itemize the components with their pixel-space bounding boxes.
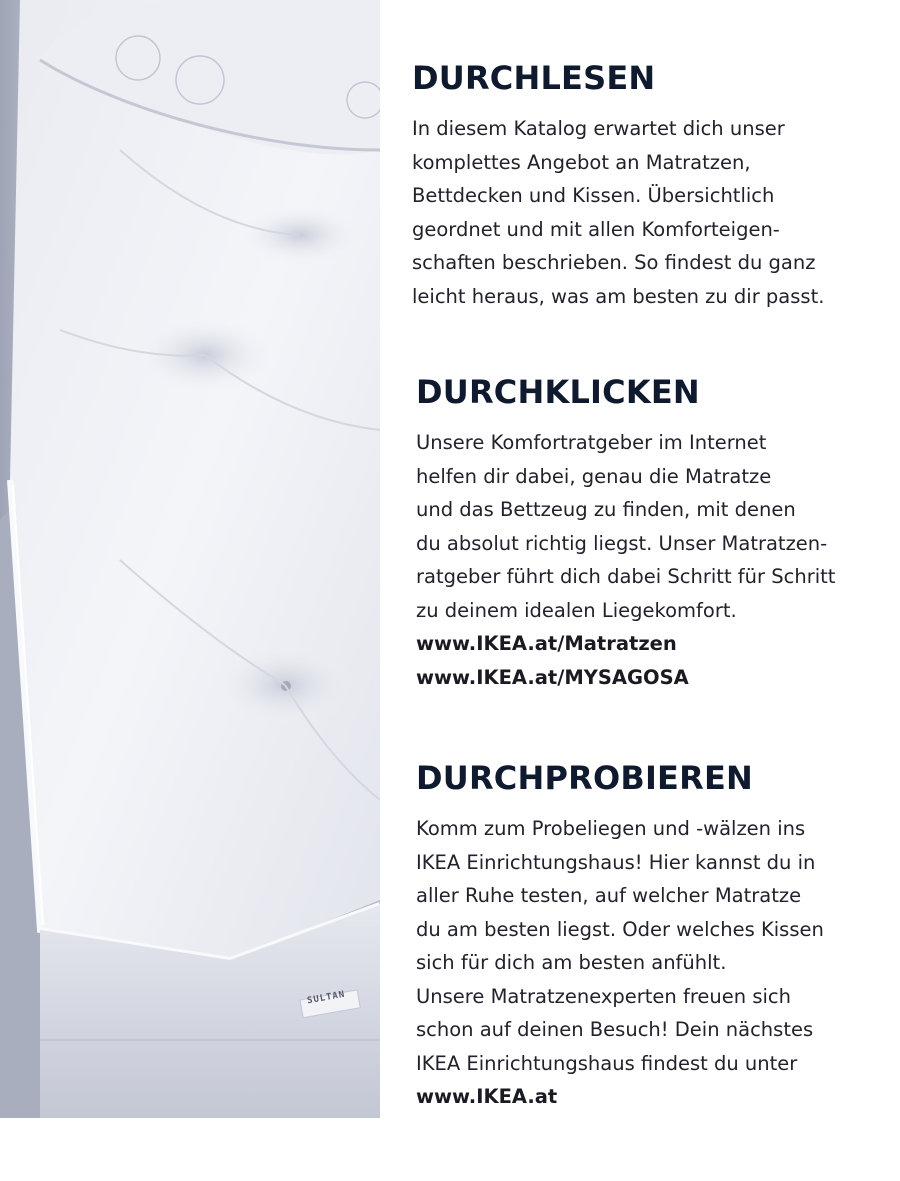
section-heading: DURCHKLICKEN bbox=[416, 373, 700, 411]
section-body bbox=[412, 112, 882, 313]
mattress-photo bbox=[0, 0, 380, 1118]
body-line: sich für dich am besten anfühlt. bbox=[416, 951, 727, 974]
body-line: du am besten liegst. Oder welches Kissen bbox=[416, 917, 824, 941]
body-line: leicht heraus, was am besten zu dir passt. bbox=[412, 284, 825, 308]
section-heading: DURCHLESEN bbox=[412, 59, 656, 97]
body-line: aller Ruhe testen, auf welcher Matratze bbox=[416, 884, 802, 907]
bottom-margin bbox=[0, 1118, 900, 1181]
link-matratzen[interactable]: www.IKEA.at/Matratzen bbox=[416, 632, 677, 655]
link-ikea-home[interactable]: www.IKEA.at bbox=[416, 1085, 558, 1108]
body-line: Unsere Komfortratgeber im Internet bbox=[416, 431, 767, 454]
body-line: In diesem Katalog erwartet dich unser bbox=[412, 117, 785, 140]
body-line: ratgeber führt dich dabei Schritt für Schritt bbox=[416, 565, 836, 588]
section-body bbox=[416, 812, 886, 1114]
section-durchprobieren bbox=[416, 758, 886, 1114]
body-line: komplettes Angebot an Matratzen, bbox=[412, 150, 751, 174]
body-line: IKEA Einrichtungshaus! Hier kannst du in bbox=[416, 850, 816, 874]
section-body bbox=[416, 426, 886, 694]
mattress-label-tag: SULTAN bbox=[306, 989, 347, 1007]
body-line: du absolut richtig liegst. Unser Matratzen- bbox=[416, 531, 828, 555]
body-line: schaften beschrieben. So findest du ganz bbox=[412, 251, 816, 274]
body-line: und das Bettzeug zu finden, mit denen bbox=[416, 498, 796, 521]
body-line: IKEA Einrichtungshaus findest du unter bbox=[416, 1051, 798, 1075]
body-line: helfen dir dabei, genau die Matratze bbox=[416, 464, 772, 488]
section-heading: DURCHPROBIEREN bbox=[416, 759, 753, 797]
link-mysagosa[interactable]: www.IKEA.at/MYSAGOSA bbox=[416, 665, 689, 689]
body-line: Komm zum Probeliegen und -wälzen ins bbox=[416, 817, 806, 840]
body-line: Unsere Matratzenexperten freuen sich bbox=[416, 984, 792, 1008]
body-line: zu deinem idealen Liegekomfort. bbox=[416, 598, 737, 622]
body-line: Bettdecken und Kissen. Übersichtlich bbox=[412, 184, 775, 207]
body-line: schon auf deinen Besuch! Dein nächstes bbox=[416, 1018, 814, 1041]
section-durchlesen bbox=[412, 58, 882, 313]
body-line: geordnet und mit allen Komforteigen- bbox=[412, 217, 780, 241]
section-durchklicken bbox=[416, 372, 886, 694]
